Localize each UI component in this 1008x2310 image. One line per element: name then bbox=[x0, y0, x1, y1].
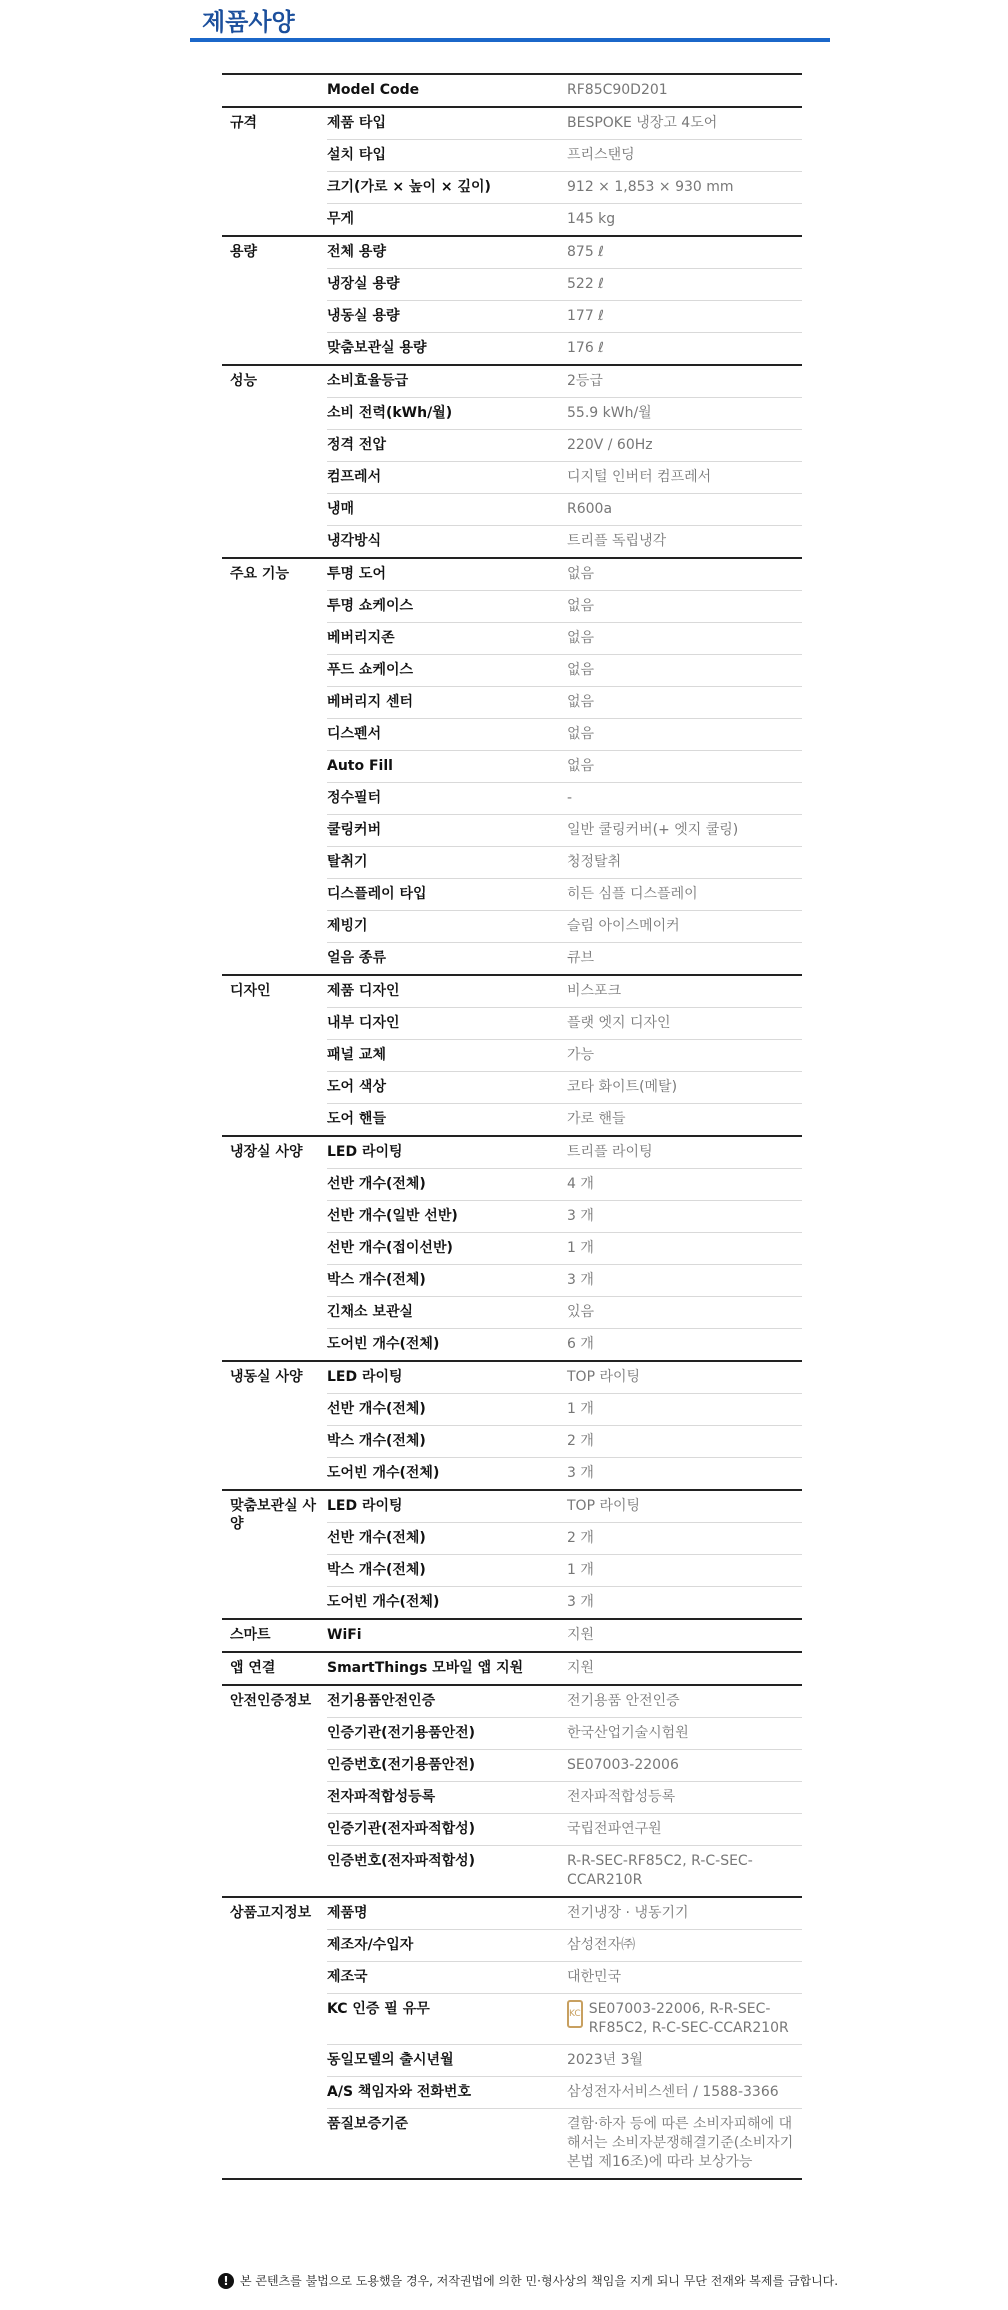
spec-value: TOP 라이팅 bbox=[567, 1498, 641, 1514]
spec-value: SE07003-22006 bbox=[567, 1757, 679, 1773]
spec-row bbox=[327, 1168, 802, 1200]
spec-label: LED 라이팅 bbox=[327, 1369, 403, 1385]
spec-label: 제조국 bbox=[327, 1969, 368, 1985]
spec-table bbox=[222, 73, 802, 2180]
spec-value: 있음 bbox=[567, 1304, 595, 1320]
spec-label: 도어 색상 bbox=[327, 1079, 386, 1095]
spec-value: 없음 bbox=[567, 630, 595, 646]
spec-row bbox=[327, 1898, 802, 1929]
spec-row bbox=[327, 1653, 802, 1684]
spec-label: 박스 개수(전체) bbox=[327, 1562, 426, 1578]
copyright-notice bbox=[218, 2272, 838, 2289]
spec-value: 6 개 bbox=[567, 1336, 594, 1352]
spec-value: 프리스탠딩 bbox=[567, 147, 635, 163]
spec-row bbox=[327, 366, 802, 397]
spec-label: 제빙기 bbox=[327, 918, 368, 934]
spec-value: 4 개 bbox=[567, 1176, 594, 1192]
spec-label: 정수필터 bbox=[327, 790, 382, 806]
spec-label: 인증기관(전기용품안전) bbox=[327, 1725, 476, 1741]
spec-group bbox=[222, 1135, 802, 1360]
spec-row bbox=[327, 1993, 802, 2044]
spec-value: 2 개 bbox=[567, 1530, 594, 1546]
spec-row bbox=[327, 976, 802, 1007]
group-name: 용량 bbox=[230, 244, 258, 260]
spec-row bbox=[327, 1620, 802, 1651]
spec-value: 없음 bbox=[567, 694, 595, 710]
spec-label: 제조자/수입자 bbox=[327, 1937, 414, 1953]
spec-label: 도어빈 개수(전체) bbox=[327, 1594, 440, 1610]
spec-label: 무게 bbox=[327, 211, 355, 227]
group-name: 앱 연결 bbox=[230, 1660, 276, 1676]
spec-value: 한국산업기술시험원 bbox=[567, 1725, 689, 1741]
group-name: 안전인증정보 bbox=[230, 1693, 312, 1709]
spec-row bbox=[327, 814, 802, 846]
spec-value: 대한민국 bbox=[567, 1969, 622, 1985]
spec-label: 박스 개수(전체) bbox=[327, 1433, 426, 1449]
spec-label: 얼음 종류 bbox=[327, 950, 386, 966]
spec-value: - bbox=[567, 790, 573, 806]
spec-value: 히든 심플 디스플레이 bbox=[567, 886, 698, 902]
spec-value: 큐브 bbox=[567, 950, 595, 966]
spec-value: 177 ℓ bbox=[567, 308, 604, 324]
spec-row bbox=[327, 139, 802, 171]
spec-group bbox=[222, 73, 802, 106]
group-name: 디자인 bbox=[230, 983, 271, 999]
spec-label: 베버리지존 bbox=[327, 630, 395, 646]
spec-label: 내부 디자인 bbox=[327, 1015, 400, 1031]
spec-group bbox=[222, 1489, 802, 1618]
spec-value: 트리플 독립냉각 bbox=[567, 533, 667, 549]
page-header bbox=[190, 0, 830, 42]
spec-value: 트리플 라이팅 bbox=[567, 1144, 653, 1160]
spec-label: 도어빈 개수(전체) bbox=[327, 1465, 440, 1481]
spec-label: 베버리지 센터 bbox=[327, 694, 414, 710]
spec-group bbox=[222, 106, 802, 235]
spec-value: R600a bbox=[567, 501, 613, 517]
spec-value: 176 ℓ bbox=[567, 340, 604, 356]
spec-row bbox=[327, 1491, 802, 1522]
spec-value: 전기냉장 · 냉동기기 bbox=[567, 1905, 689, 1921]
spec-label: 패널 교체 bbox=[327, 1047, 386, 1063]
spec-row bbox=[327, 1264, 802, 1296]
spec-label: 동일모델의 출시년월 bbox=[327, 2052, 454, 2068]
spec-label: 냉장실 용량 bbox=[327, 276, 400, 292]
spec-value: 없음 bbox=[567, 662, 595, 678]
spec-value: 코타 화이트(메탈) bbox=[567, 1079, 678, 1095]
spec-row bbox=[327, 1393, 802, 1425]
spec-label: KC 인증 필 유무 bbox=[327, 2001, 430, 2017]
spec-value: 1 개 bbox=[567, 1240, 594, 1256]
spec-row bbox=[327, 300, 802, 332]
page-title: 제품사양 bbox=[202, 8, 295, 36]
spec-value: 결함·하자 등에 따른 소비자피해에 대해서는 소비자분쟁해결기준(소비자기본법 제16조)에 따라 보상가능 bbox=[567, 2116, 794, 2170]
spec-row bbox=[327, 268, 802, 300]
spec-value: 삼성전자서비스센터 / 1588-3366 bbox=[567, 2084, 779, 2100]
spec-value: 비스포크 bbox=[567, 983, 622, 999]
spec-label: 쿨링커버 bbox=[327, 822, 382, 838]
spec-row bbox=[327, 1362, 802, 1393]
spec-value: 875 ℓ bbox=[567, 244, 604, 260]
spec-row bbox=[327, 1586, 802, 1618]
spec-group bbox=[222, 1651, 802, 1684]
spec-row bbox=[327, 910, 802, 942]
spec-row bbox=[327, 1717, 802, 1749]
spec-label: A/S 책임자와 전화번호 bbox=[327, 2084, 471, 2100]
group-name: 스마트 bbox=[230, 1627, 271, 1643]
group-name: 냉동실 사양 bbox=[230, 1369, 303, 1385]
spec-row bbox=[327, 1296, 802, 1328]
spec-value: 플랫 엣지 디자인 bbox=[567, 1015, 671, 1031]
spec-row bbox=[327, 1961, 802, 1993]
spec-row bbox=[327, 559, 802, 590]
spec-label: 전체 용량 bbox=[327, 244, 386, 260]
group-name: 주요 기능 bbox=[230, 566, 289, 582]
spec-value: 220V / 60Hz bbox=[567, 437, 653, 453]
spec-label: Model Code bbox=[327, 82, 420, 98]
spec-value: 3 개 bbox=[567, 1208, 594, 1224]
group-name: 냉장실 사양 bbox=[230, 1144, 303, 1160]
spec-label: LED 라이팅 bbox=[327, 1144, 403, 1160]
spec-label: 투명 쇼케이스 bbox=[327, 598, 414, 614]
spec-row bbox=[327, 686, 802, 718]
spec-value: R-R-SEC-RF85C2, R-C-SEC-CCAR210R bbox=[567, 1853, 753, 1888]
group-name: 상품고지정보 bbox=[230, 1905, 312, 1921]
spec-label: 선반 개수(일반 선반) bbox=[327, 1208, 458, 1224]
spec-label: 제품명 bbox=[327, 1905, 368, 1921]
spec-value: 슬림 아이스메이커 bbox=[567, 918, 680, 934]
spec-value: 3 개 bbox=[567, 1594, 594, 1610]
spec-value: TOP 라이팅 bbox=[567, 1369, 641, 1385]
spec-row bbox=[327, 1781, 802, 1813]
spec-value: 지원 bbox=[567, 1660, 595, 1676]
spec-row bbox=[327, 846, 802, 878]
spec-row bbox=[327, 108, 802, 139]
spec-group bbox=[222, 1360, 802, 1489]
spec-row bbox=[327, 203, 802, 235]
spec-group bbox=[222, 557, 802, 974]
spec-label: 인증번호(전기용품안전) bbox=[327, 1757, 476, 1773]
spec-value: 1 개 bbox=[567, 1401, 594, 1417]
exclamation-icon: ! bbox=[218, 2273, 234, 2289]
spec-value: 국립전파연구원 bbox=[567, 1821, 662, 1837]
spec-label: 박스 개수(전체) bbox=[327, 1272, 426, 1288]
spec-row bbox=[327, 622, 802, 654]
spec-value: 3 개 bbox=[567, 1465, 594, 1481]
spec-row bbox=[327, 1686, 802, 1717]
spec-value: 없음 bbox=[567, 598, 595, 614]
spec-label: LED 라이팅 bbox=[327, 1498, 403, 1514]
spec-label: 소비 전력(kWh/월) bbox=[327, 405, 453, 421]
group-name: 맞춤보관실 사양 bbox=[230, 1498, 317, 1532]
spec-value: 없음 bbox=[567, 758, 595, 774]
spec-row bbox=[327, 75, 802, 106]
spec-row bbox=[327, 429, 802, 461]
spec-label: 크기(가로 × 높이 × 깊이) bbox=[327, 179, 491, 195]
spec-label: WiFi bbox=[327, 1627, 362, 1643]
spec-row bbox=[327, 878, 802, 910]
spec-row bbox=[327, 750, 802, 782]
spec-value: 2등급 bbox=[567, 373, 603, 389]
spec-group bbox=[222, 1618, 802, 1651]
spec-value: RF85C90D201 bbox=[567, 82, 668, 98]
spec-label: 정격 전압 bbox=[327, 437, 386, 453]
spec-row bbox=[327, 1929, 802, 1961]
spec-value: SE07003-22006, R-R-SEC-RF85C2, R-C-SEC-CCAR210R bbox=[588, 2001, 789, 2036]
spec-label: 전기용품안전인증 bbox=[327, 1693, 436, 1709]
spec-label: 냉동실 용량 bbox=[327, 308, 400, 324]
spec-value: 522 ℓ bbox=[567, 276, 604, 292]
spec-group bbox=[222, 974, 802, 1135]
spec-row bbox=[327, 171, 802, 203]
spec-row bbox=[327, 1425, 802, 1457]
spec-row bbox=[327, 1200, 802, 1232]
spec-row bbox=[327, 237, 802, 268]
spec-row bbox=[327, 1813, 802, 1845]
spec-label: 냉매 bbox=[327, 501, 355, 517]
spec-row bbox=[327, 1328, 802, 1360]
spec-row bbox=[327, 1522, 802, 1554]
spec-row bbox=[327, 493, 802, 525]
spec-label: 투명 도어 bbox=[327, 566, 386, 582]
spec-label: 선반 개수(전체) bbox=[327, 1176, 426, 1192]
spec-value: 삼성전자㈜ bbox=[567, 1937, 636, 1953]
spec-value: 2 개 bbox=[567, 1433, 594, 1449]
spec-row bbox=[327, 782, 802, 814]
spec-value: 전기용품 안전인증 bbox=[567, 1693, 680, 1709]
spec-group bbox=[222, 364, 802, 557]
spec-group bbox=[222, 1896, 802, 2180]
spec-row bbox=[327, 2044, 802, 2076]
spec-value: 없음 bbox=[567, 726, 595, 742]
spec-label: 긴채소 보관실 bbox=[327, 1304, 414, 1320]
spec-value: 3 개 bbox=[567, 1272, 594, 1288]
spec-row bbox=[327, 718, 802, 750]
spec-label: Auto Fill bbox=[327, 758, 393, 774]
spec-label: 도어 핸들 bbox=[327, 1111, 386, 1127]
spec-row bbox=[327, 1071, 802, 1103]
spec-row bbox=[327, 2108, 802, 2178]
spec-label: 푸드 쇼케이스 bbox=[327, 662, 414, 678]
spec-row bbox=[327, 2076, 802, 2108]
kc-mark-icon: KC bbox=[567, 2000, 583, 2028]
spec-label: 전자파적합성등록 bbox=[327, 1789, 436, 1805]
notice-text: 본 콘텐츠를 불법으로 도용했을 경우, 저작권법에 의한 민·형사상의 책임을 지게 되니 무단 전재와 복제를 금합니다. bbox=[240, 2274, 839, 2288]
spec-label: 맞춤보관실 용량 bbox=[327, 340, 427, 356]
group-name: 규격 bbox=[230, 115, 258, 131]
spec-label: SmartThings 모바일 앱 지원 bbox=[327, 1660, 524, 1676]
spec-value-kc bbox=[567, 1994, 802, 2044]
spec-value: 2023년 3월 bbox=[567, 2052, 644, 2068]
spec-row bbox=[327, 1039, 802, 1071]
spec-label: 컴프레서 bbox=[327, 469, 382, 485]
spec-row bbox=[327, 1554, 802, 1586]
spec-label: 선반 개수(접이선반) bbox=[327, 1240, 453, 1256]
spec-row bbox=[327, 654, 802, 686]
spec-label: 디스플레이 타입 bbox=[327, 886, 427, 902]
spec-label: 인증번호(전자파적합성) bbox=[327, 1853, 476, 1869]
spec-label: 디스펜서 bbox=[327, 726, 382, 742]
spec-value: 전자파적합성등록 bbox=[567, 1789, 676, 1805]
spec-label: 도어빈 개수(전체) bbox=[327, 1336, 440, 1352]
spec-label: 냉각방식 bbox=[327, 533, 382, 549]
spec-label: 소비효율등급 bbox=[327, 373, 409, 389]
spec-row bbox=[327, 590, 802, 622]
spec-group bbox=[222, 235, 802, 364]
spec-label: 품질보증기준 bbox=[327, 2116, 409, 2132]
spec-value: 55.9 kWh/월 bbox=[567, 405, 652, 421]
spec-value: 912 × 1,853 × 930 mm bbox=[567, 179, 734, 195]
spec-row bbox=[327, 1457, 802, 1489]
spec-value: 가로 핸들 bbox=[567, 1111, 626, 1127]
spec-row bbox=[327, 461, 802, 493]
spec-label: 탈취기 bbox=[327, 854, 368, 870]
spec-label: 선반 개수(전체) bbox=[327, 1401, 426, 1417]
spec-value: 디지털 인버터 컴프레서 bbox=[567, 469, 712, 485]
spec-value: 가능 bbox=[567, 1047, 595, 1063]
spec-row bbox=[327, 525, 802, 557]
spec-row bbox=[327, 1007, 802, 1039]
spec-value: 1 개 bbox=[567, 1562, 594, 1578]
spec-group bbox=[222, 1684, 802, 1896]
spec-row bbox=[327, 397, 802, 429]
spec-row bbox=[327, 1103, 802, 1135]
spec-label: 인증기관(전자파적합성) bbox=[327, 1821, 476, 1837]
group-name bbox=[222, 75, 327, 106]
spec-row bbox=[327, 1749, 802, 1781]
spec-label: 제품 디자인 bbox=[327, 983, 400, 999]
spec-value: BESPOKE 냉장고 4도어 bbox=[567, 115, 718, 131]
spec-row bbox=[327, 1845, 802, 1896]
spec-label: 제품 타입 bbox=[327, 115, 386, 131]
spec-value: 일반 쿨링커버(+ 엣지 쿨링) bbox=[567, 822, 739, 838]
spec-row bbox=[327, 332, 802, 364]
spec-row bbox=[327, 1137, 802, 1168]
spec-value: 없음 bbox=[567, 566, 595, 582]
group-name: 성능 bbox=[230, 373, 258, 389]
spec-row bbox=[327, 1232, 802, 1264]
spec-label: 선반 개수(전체) bbox=[327, 1530, 426, 1546]
spec-label: 설치 타입 bbox=[327, 147, 386, 163]
spec-value: 지원 bbox=[567, 1627, 595, 1643]
spec-value: 145 kg bbox=[567, 211, 616, 227]
spec-row bbox=[327, 942, 802, 974]
spec-value: 청정탈취 bbox=[567, 854, 622, 870]
